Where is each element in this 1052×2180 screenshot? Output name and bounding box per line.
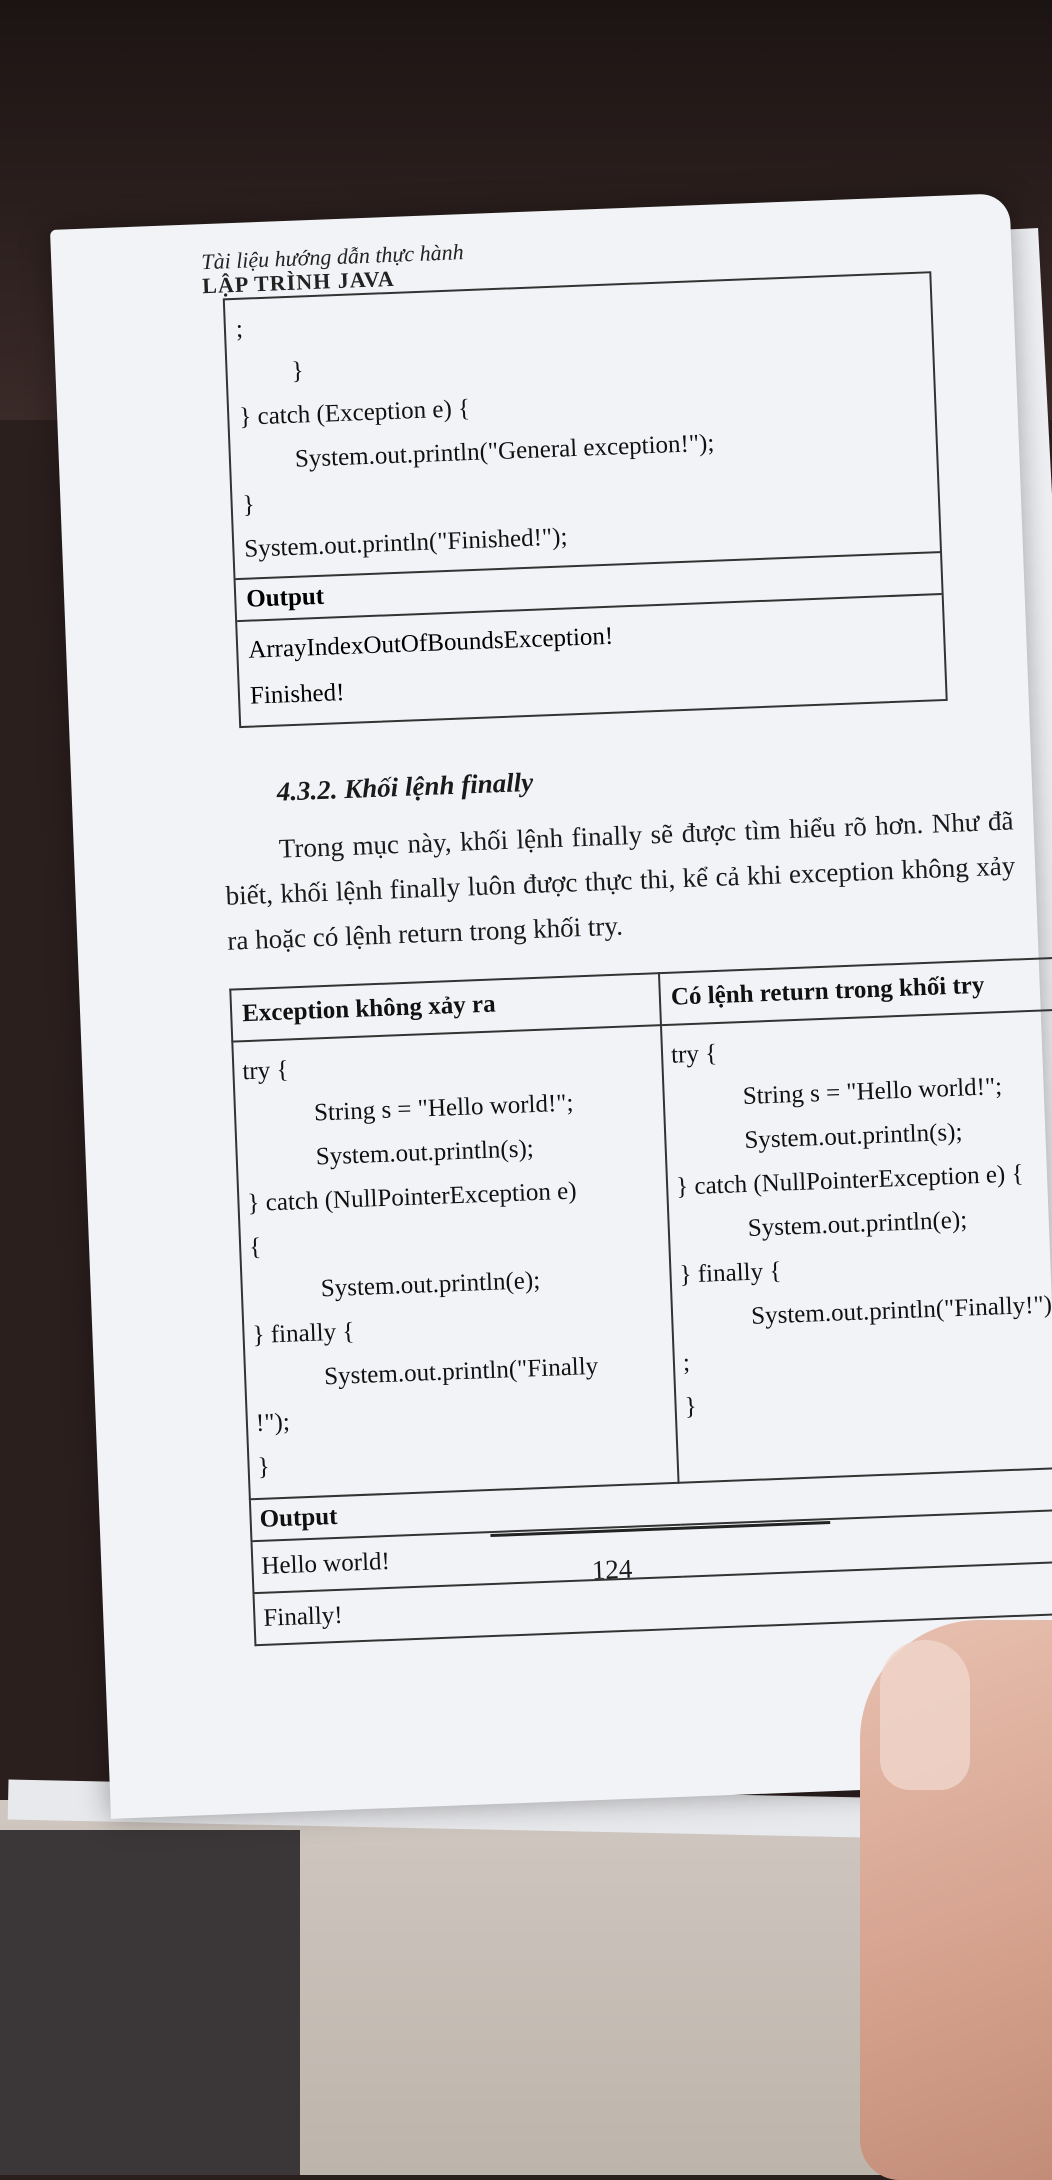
table-header-col1: Exception không xảy ra [230,973,661,1041]
code-line: { [248,1233,262,1262]
code-line: } [684,1393,698,1421]
code-line: System.out.println("Finally [323,1352,599,1391]
header-subtitle: Tài liệu hướng dẫn thực hành [200,239,465,275]
code-line: ; [682,1349,691,1377]
code-cell-col1 [232,1025,678,1499]
thumbnail-nail [880,1640,970,1790]
comparison-table [229,956,1052,1647]
code-line: } catch (NullPointerException e) [247,1177,578,1218]
code-line: } [291,357,305,385]
code-line: String s = "Hello world!"; [313,1089,574,1127]
code-line: System.out.println("Finished!"); [243,523,568,563]
code-block [225,273,940,578]
code-box-1 [223,271,948,728]
output-heading: Output [236,551,942,622]
code-line: System.out.println(s); [315,1135,535,1171]
code-line: !"); [255,1408,291,1437]
code-line: } catch (NullPointerException e) { [675,1160,1024,1201]
output-line: ArrayIndexOutOfBoundsException! [247,622,614,664]
output-line: Finished! [249,679,345,710]
background-sleeve [0,1830,300,2175]
code-line: } finally { [252,1318,355,1350]
output-line: Hello world! [251,1508,1052,1593]
section-paragraph [223,798,1018,963]
code-line: } [242,491,256,519]
code-line: } [257,1453,271,1481]
header-title: LẬP TRÌNH JAVA [201,265,396,299]
table-header-col2: Có lệnh return trong khối try [659,957,1052,1025]
section-title: 4.3.2. Khối lệnh finally [276,766,534,807]
code-line: System.out.println(e); [747,1206,968,1242]
code-line: try { [241,1056,289,1086]
page-number: 124 [591,1553,633,1586]
code-line: System.out.println(e); [320,1266,541,1303]
code-line: System.out.println("Finally!") [750,1291,1052,1330]
code-line: } finally { [679,1257,782,1289]
output-heading: Output [250,1466,1052,1541]
output-line: Finally! [253,1560,1052,1645]
paragraph-text: Trong mục này, khối lệnh finally sẽ được tìm hiểu rõ hơn. Như đã biết, khối lệnh finally luôn được thực thi, kể cả khi exception không xảy ra hoặc có lệnh return trong khối try. [225,805,1016,956]
book-page [50,193,1052,1819]
code-line: String s = "Hello world!"; [742,1073,1003,1111]
code-line: ; [235,315,244,343]
code-line: } catch (Exception e) { [238,395,471,431]
code-line: System.out.println("General exception!"); [294,429,715,473]
code-cell-col2 [661,1009,1052,1483]
code-line: System.out.println(s); [743,1118,963,1155]
code-line: try { [670,1040,718,1069]
